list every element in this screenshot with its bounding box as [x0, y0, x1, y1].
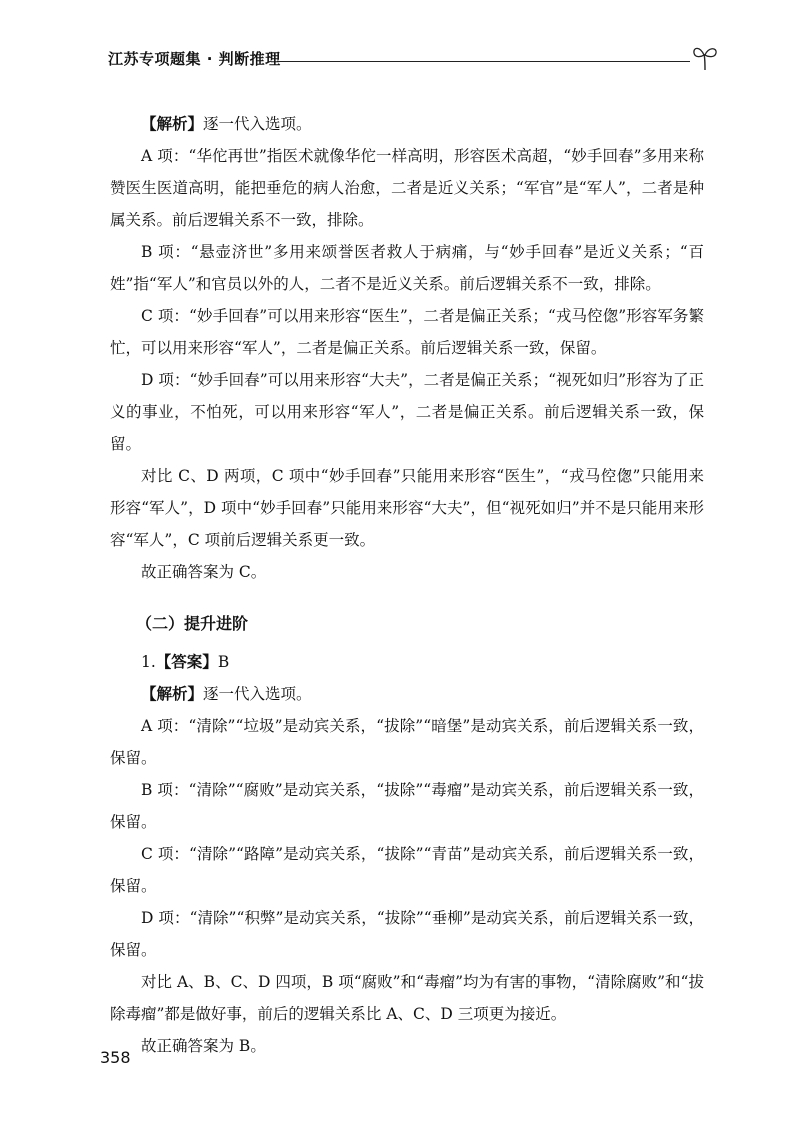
conclusion-paragraph: 故正确答案为 C。 — [141, 563, 267, 581]
analysis-paragraph — [110, 108, 704, 140]
header-title: 江苏专项题集 · 判断推理 — [108, 48, 289, 69]
q1-analysis-text: 逐一代入选项。 — [203, 685, 312, 703]
q1-answer-line — [110, 646, 704, 678]
q1-option-a: A 项：“清除”“垃圾”是动宾关系，“拔除”“暗堡”是动宾关系，前后逻辑关系一致，保留。 — [110, 717, 704, 767]
q1-option-c: C 项：“清除”“路障”是动宾关系，“拔除”“青苗”是动宾关系，前后逻辑关系一致，保留。 — [110, 845, 704, 895]
q1-number: 1. — [141, 653, 156, 671]
header-rule — [278, 61, 690, 62]
q1-option-b: B 项：“清除”“腐败”是动宾关系，“拔除”“毒瘤”是动宾关系，前后逻辑关系一致，保留。 — [110, 781, 704, 831]
q1-option-d: D 项：“清除”“积弊”是动宾关系，“拔除”“垂柳”是动宾关系，前后逻辑关系一致，保留。 — [110, 909, 704, 959]
answer-content — [110, 108, 704, 1062]
option-b-analysis: B 项：“悬壶济世”多用来颂誉医者救人于病痛，与“妙手回春”是近义关系；“百姓”指“军人”和官员以外的人，二者不是近义关系。前后逻辑关系不一致，排除。 — [110, 243, 704, 293]
sprout-icon — [690, 42, 720, 72]
q1-analysis-paragraph — [110, 678, 704, 710]
q1-conclusion: 故正确答案为 B。 — [141, 1037, 266, 1055]
analysis-text: 逐一代入选项。 — [203, 115, 312, 133]
analysis-tag: 【解析】 — [141, 115, 204, 133]
section-heading: （二）提升进阶 — [136, 614, 249, 633]
answer-tag: 【答案】 — [155, 653, 218, 671]
option-a-analysis: A 项：“华佗再世”指医术就像华佗一样高明，形容医术高超，“妙手回春”多用来称赞医生医道高明，能把垂危的病人治愈，二者是近义关系；“军官”是“军人”，二者是种属关系。前后逻辑关系不一致，排除。 — [110, 147, 704, 229]
running-header — [108, 42, 720, 76]
option-c-analysis: C 项：“妙手回春”可以用来形容“医生”，二者是偏正关系；“戎马倥偬”形容军务繁忙，可以用来形容“军人”，二者是偏正关系。前后逻辑关系一致，保留。 — [110, 307, 704, 357]
comparison-paragraph: 对比 C、D 两项，C 项中“妙手回春”只能用来形容“医生”，“戎马倥偬”只能用来形容“军人”，D 项中“妙手回春”只能用来形容“大夫”，但“视死如归”并不是只能用来形容“军人”，C 项前后逻辑关系更一致。 — [110, 467, 704, 549]
page-number: 358 — [100, 1048, 131, 1067]
q1-answer: B — [217, 653, 230, 671]
option-d-analysis: D 项：“妙手回春”可以用来形容“大夫”，二者是偏正关系；“视死如归”形容为了正义的事业，不怕死，可以用来形容“军人”，二者是偏正关系。前后逻辑关系一致，保留。 — [110, 371, 704, 453]
q1-analysis-tag: 【解析】 — [141, 685, 204, 703]
q1-comparison: 对比 A、B、C、D 四项，B 项“腐败”和“毒瘤”均为有害的事物，“清除腐败”和“拔除毒瘤”都是做好事，前后的逻辑关系比 A、C、D 三项更为接近。 — [110, 973, 704, 1023]
